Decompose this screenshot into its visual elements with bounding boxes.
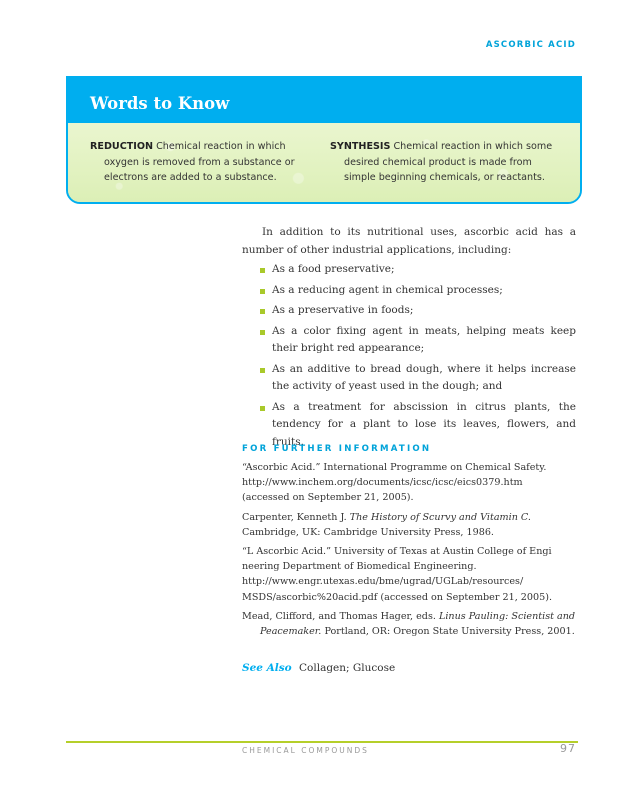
list-item-text: As a color fixing agent in meats, helping meats keep their bright red appearance; <box>272 324 576 354</box>
reference-entry <box>242 510 578 540</box>
running-head: ASCORBIC ACID <box>485 40 576 50</box>
see-also-links[interactable]: Collagen; Glucose <box>299 662 396 674</box>
list-item <box>260 361 576 396</box>
words-to-know-title: Words to Know <box>90 94 230 113</box>
footer-book-title: CHEMICAL COMPOUNDS <box>242 746 369 755</box>
glossary-definition: simple beginning chemicals, or reactants. <box>344 172 545 183</box>
glossary-definition: desired chemical product is made from <box>344 156 532 168</box>
reference-line: MSDS/ascorbic%20acid.pdf (accessed on September 21, 2005). <box>242 591 553 603</box>
reference-line: “L Ascorbic Acid.” University of Texas at Austin College of Engi <box>242 546 552 558</box>
reference-url[interactable]: http://www.inchem.org/documents/icsc/icsc/eics0379.htm <box>242 477 523 489</box>
reference-title: Linus Pauling: Scientist and Peacemaker. <box>260 610 576 638</box>
list-item-text: As a treatment for abscission in citrus plants, the tendency for a plant to lose its leaves, flowers, and fruits. <box>272 400 576 448</box>
list-item-text: As a food preservative; <box>272 263 395 275</box>
bullet-icon <box>260 406 265 411</box>
applications-list <box>242 261 576 451</box>
bullet-icon <box>260 368 265 373</box>
glossary-definition: Chemical reaction in which some <box>393 141 553 152</box>
glossary-definition: oxygen is removed from a substance or <box>104 156 295 168</box>
bullet-icon <box>260 309 265 314</box>
reference-line: neering Department of Biomedical Engineering. <box>242 561 477 573</box>
list-item-text: As an additive to bread dough, where it helps increase the activity of yeast used in the dough; and <box>272 362 576 392</box>
reference-title: The History of Scurvy and Vitamin C. <box>349 511 531 523</box>
see-also-label: See Also <box>242 662 292 674</box>
see-also <box>242 662 395 674</box>
references <box>242 460 578 643</box>
list-item-text: As a preservative in foods; <box>272 304 414 316</box>
reference-line: (accessed on September 21, 2005). <box>242 492 414 504</box>
reference-url[interactable]: http://www.engr.utexas.edu/bme/ugrad/UGLab/resources/ <box>242 576 524 588</box>
further-info-heading: FOR FURTHER INFORMATION <box>242 444 432 454</box>
words-to-know-box <box>66 76 582 204</box>
list-item-text: As a reducing agent in chemical processes; <box>272 283 503 296</box>
main-body <box>242 224 576 454</box>
bullet-icon <box>260 268 265 273</box>
list-item <box>260 323 576 358</box>
list-item <box>260 302 576 320</box>
words-to-know-header <box>68 78 580 123</box>
page-number: 97 <box>560 742 576 755</box>
reference-entry <box>242 544 578 605</box>
reference-author: Carpenter, Kenneth J. <box>242 511 350 523</box>
glossary-entry-reduction <box>90 139 310 186</box>
glossary-definition: Chemical reaction in which <box>156 141 286 152</box>
footer-divider <box>66 741 578 743</box>
intro-paragraph: In addition to its nutritional uses, ascorbic acid has a number of other industrial applications, including: <box>242 226 576 256</box>
list-item <box>260 282 576 300</box>
glossary-entry-synthesis <box>330 139 565 186</box>
reference-line: “Ascorbic Acid.” International Programme on Chemical Safety. <box>242 462 547 473</box>
list-item <box>260 261 576 279</box>
glossary-definition: electrons are added to a substance. <box>104 172 277 183</box>
reference-publisher: Portland, OR: Oregon State University Press, 2001. <box>324 626 575 638</box>
glossary-term: REDUCTION <box>90 141 154 152</box>
bullet-icon <box>260 330 265 335</box>
reference-publisher: Cambridge, UK: Cambridge University Press, 1986. <box>242 526 494 538</box>
glossary-term: SYNTHESIS <box>330 141 391 152</box>
words-to-know-body <box>68 123 580 202</box>
reference-entry <box>242 460 578 506</box>
reference-author: Mead, Clifford, and Thomas Hager, eds. <box>242 610 439 622</box>
reference-entry <box>242 609 578 639</box>
bullet-icon <box>260 289 265 294</box>
